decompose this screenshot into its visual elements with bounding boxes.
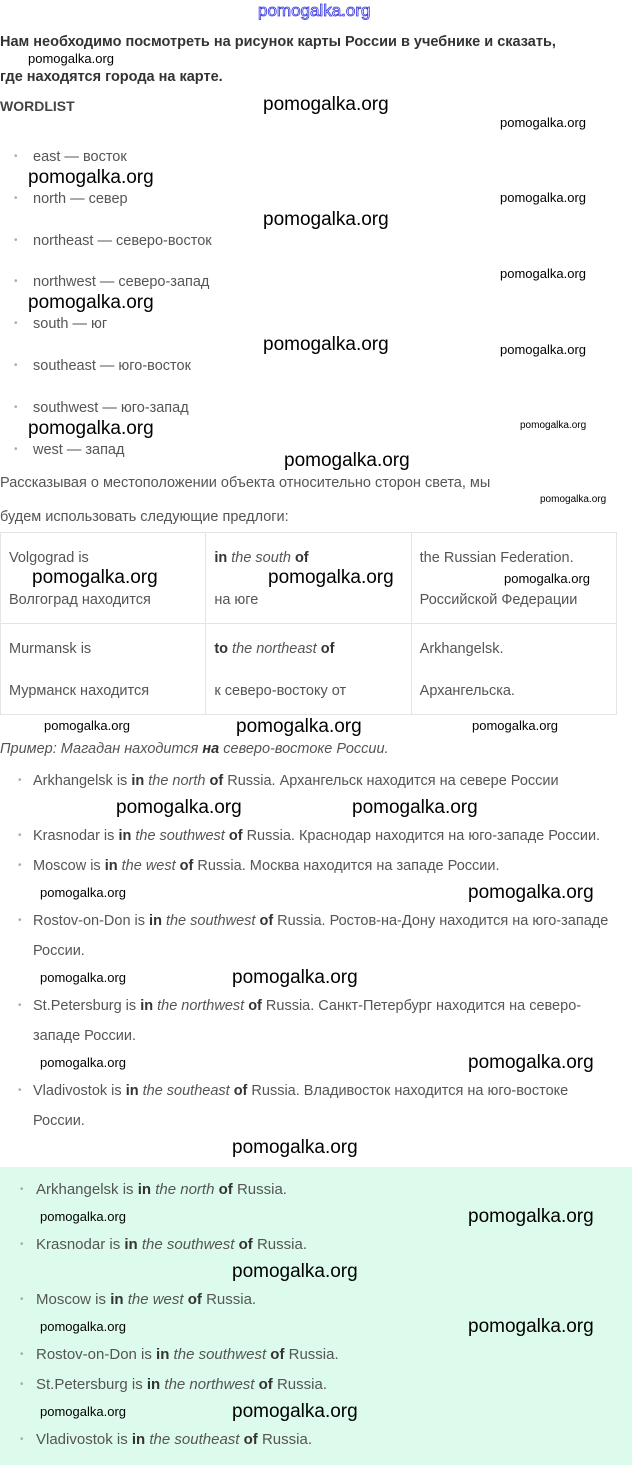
watermark: pomogalka.org <box>40 1209 126 1224</box>
table-cell: Murmansk is Мурманск находится <box>1 624 206 715</box>
watermark-row <box>0 1136 632 1161</box>
watermark: pomogalka.org <box>40 885 126 900</box>
table-row <box>1 624 617 715</box>
list-item: • Arkhangelsk is in the north of Russia. Архангельск находится на севере России <box>0 766 632 796</box>
watermark: pomogalka.org <box>28 418 154 439</box>
summary-box <box>0 1167 632 1465</box>
list-item: • southwest — юго-запад <box>33 399 189 417</box>
watermark: pomogalka.org <box>263 334 389 355</box>
watermark: pomogalka.org <box>352 797 478 818</box>
watermark: pomogalka.org <box>40 1404 126 1419</box>
list-item: • Moscow is in the west of Russia. Москва находится на западе России. <box>0 851 632 881</box>
sentence-list <box>0 766 632 1161</box>
list-item: • northeast — северо-восток <box>33 232 212 250</box>
watermark: pomogalka.org <box>500 342 586 357</box>
list-item: • Rostov-on-Don is in the southwest of Russia. Ростов-на-Дону находится на юго-западе России. <box>0 906 632 966</box>
watermark-row <box>0 1205 632 1230</box>
watermark-row <box>0 1400 632 1425</box>
table-cell: in the south of на юге <box>206 533 411 624</box>
watermark: pomogalka.org <box>468 1052 594 1073</box>
watermark: pomogalka.org <box>40 1319 126 1334</box>
watermark: pomogalka.org <box>232 1137 358 1158</box>
watermark: pomogalka.org <box>28 167 154 188</box>
watermark: pomogalka.org <box>232 967 358 988</box>
watermark: pomogalka.org <box>520 420 587 431</box>
watermark: pomogalka.org <box>28 51 114 66</box>
watermark: pomogalka.org <box>504 571 590 586</box>
list-item: • south — юг <box>33 315 107 333</box>
list-item: • Arkhangelsk is in the north of Russia. <box>0 1175 632 1205</box>
watermark: pomogalka.org <box>500 266 586 281</box>
watermark: pomogalka.org <box>468 1206 594 1227</box>
paragraph-line1: Рассказывая о местоположении объекта относительно сторон света, мы <box>0 475 491 491</box>
wordlist-heading: WORDLIST <box>0 98 75 114</box>
table-cell: the Russian Federation. Российской Федерации <box>411 533 616 624</box>
watermark: pomogalka.org <box>263 209 389 230</box>
table-cell: to the northeast of к северо-востоку от <box>206 624 411 715</box>
watermark: pomogalka.org <box>263 94 389 115</box>
list-item: • Vladivostok is in the southeast of Russia. Владивосток находится на юго-востоке России. <box>0 1076 632 1136</box>
watermark: pomogalka.org <box>284 450 410 471</box>
prepositions-table <box>0 532 617 715</box>
watermark: pomogalka.org <box>232 1401 358 1422</box>
watermark: pomogalka.org <box>28 292 154 313</box>
watermark: pomogalka.org <box>500 115 586 130</box>
watermark: pomogalka.org <box>40 970 126 985</box>
list-item: • Krasnodar is in the southwest of Russia. <box>0 1230 632 1260</box>
list-item: • southeast — юго-восток <box>33 357 191 375</box>
watermark: pomogalka.org <box>468 1316 594 1337</box>
watermark-row <box>0 1315 632 1340</box>
list-item: • Krasnodar is in the southwest of Russia. Краснодар находится на юго-западе России. <box>0 821 632 851</box>
watermark: pomogalka.org <box>236 716 362 737</box>
example-sentence: Пример: Магадан находится на северо-востоке России. <box>0 741 389 757</box>
paragraph-line2: будем использовать следующие предлоги: <box>0 509 289 525</box>
task-title-line1: Нам необходимо посмотреть на рисунок карты России в учебнике и сказать, <box>0 34 556 50</box>
list-item: • west — запад <box>33 441 124 459</box>
watermark: pomogalka.org <box>468 882 594 903</box>
watermark-row <box>0 1051 632 1076</box>
watermark: pomogalka.org <box>500 190 586 205</box>
watermark: pomogalka.org <box>116 797 242 818</box>
watermark: pomogalka.org <box>232 1261 358 1282</box>
list-item: • St.Petersburg is in the northwest of Russia. Санкт-Петербург находится на северо-западе России. <box>0 991 632 1051</box>
watermark-row <box>0 1260 632 1285</box>
watermark: pomogalka.org <box>268 567 394 588</box>
watermark-top: pomogalka.org <box>258 1 371 20</box>
list-item: • Vladivostok is in the southeast of Russia. <box>0 1425 632 1455</box>
watermark: pomogalka.org <box>472 718 558 733</box>
watermark-row <box>0 796 632 821</box>
watermark: pomogalka.org <box>540 494 607 505</box>
lower-content <box>0 766 632 1465</box>
table-cell: Volgograd is Волгоград находится <box>1 533 206 624</box>
list-item: • north — север <box>33 190 128 208</box>
task-title-line2: где находятся города на карте. <box>0 69 223 85</box>
list-item: • east — восток <box>33 148 127 166</box>
watermark: pomogalka.org <box>44 718 130 733</box>
list-item: • Rostov-on-Don is in the southwest of Russia. <box>0 1340 632 1370</box>
table-cell: Arkhangelsk. Архангельска. <box>411 624 616 715</box>
watermark: pomogalka.org <box>32 567 158 588</box>
watermark-row <box>0 966 632 991</box>
list-item: • northwest — северо-запад <box>33 273 209 291</box>
watermark: pomogalka.org <box>40 1055 126 1070</box>
list-item: • St.Petersburg is in the northwest of Russia. <box>0 1370 632 1400</box>
watermark-row <box>0 881 632 906</box>
list-item: • Moscow is in the west of Russia. <box>0 1285 632 1315</box>
